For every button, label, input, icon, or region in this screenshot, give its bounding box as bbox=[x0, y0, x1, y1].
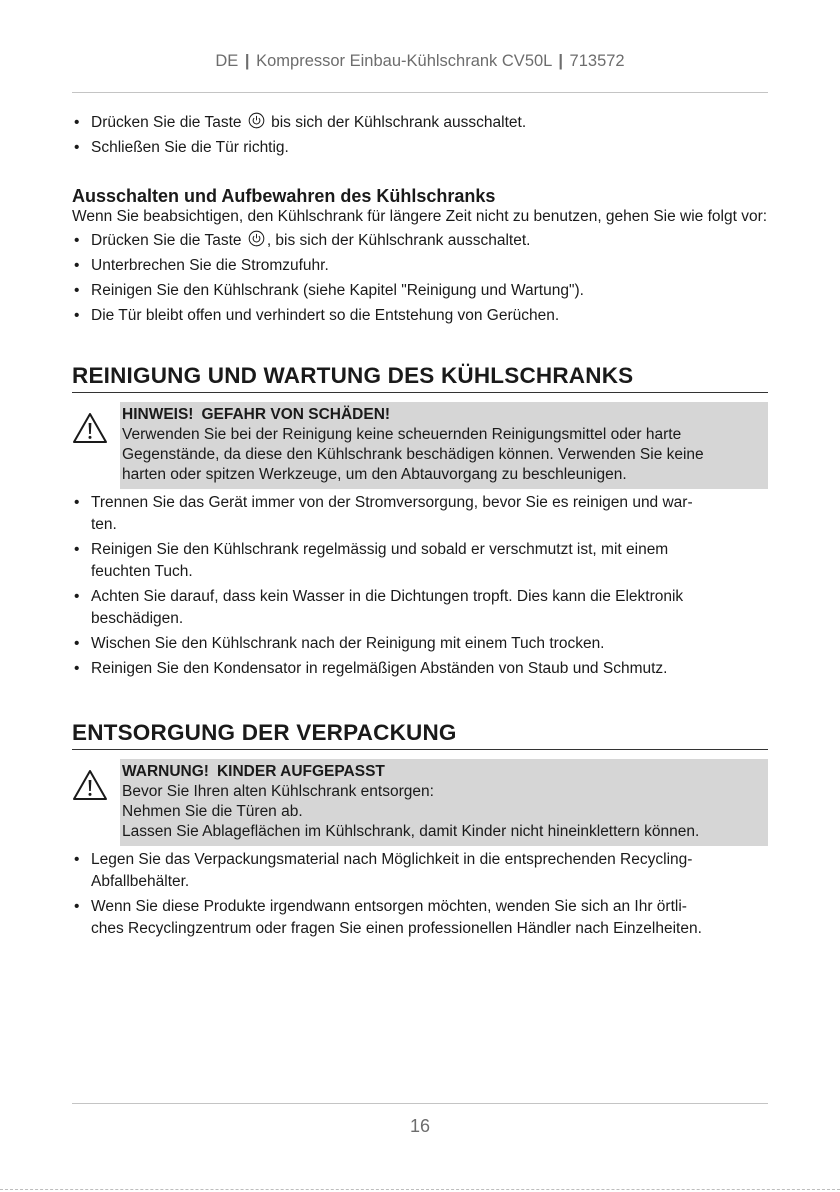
cleaning-bullet-list bbox=[72, 492, 768, 680]
children-warning bbox=[72, 759, 768, 847]
notice-title bbox=[122, 405, 766, 425]
list-item bbox=[72, 849, 768, 893]
list-item bbox=[72, 896, 768, 940]
notice-label: HINWEIS! bbox=[122, 406, 194, 423]
disposal-section-title: ENTSORGUNG DER VERPACKUNG bbox=[72, 719, 768, 750]
power-icon bbox=[248, 230, 265, 247]
storage-bullet-list bbox=[72, 230, 768, 327]
notice-subtitle: GEFAHR VON SCHÄDEN! bbox=[201, 406, 391, 423]
bullet-line: • Wischen Sie den Kühlschrank nach der Reinigung mit einem Tuch trocken. bbox=[91, 635, 605, 652]
notice-line: Verwenden Sie bei der Reinigung keine scheuernden Reinigungsmittel oder harte bbox=[122, 426, 682, 443]
header-separator-2: | bbox=[558, 52, 563, 70]
damage-notice bbox=[72, 402, 768, 490]
list-item bbox=[72, 539, 768, 583]
bullet-line: feuchten Tuch. bbox=[91, 563, 193, 580]
notice-line: Lassen Sie Ablageflächen im Kühlschrank, damit Kinder nicht hineinklettern können. bbox=[122, 823, 700, 840]
page-edge-divider bbox=[0, 1189, 840, 1190]
list-item bbox=[72, 586, 768, 630]
warning-icon bbox=[72, 769, 108, 801]
storage-heading: Ausschalten und Aufbewahren des Kühlschranks bbox=[72, 186, 496, 206]
disposal-bullet-list bbox=[72, 849, 768, 940]
storage-intro: Wenn Sie beabsichtigen, den Kühlschrank für längere Zeit nicht zu benutzen, gehen Sie wie folgt vor: bbox=[72, 208, 768, 225]
list-item: • Die Tür bleibt offen und verhindert so die Entstehung von Gerüchen. bbox=[72, 305, 768, 327]
list-item bbox=[72, 633, 768, 655]
notice-subtitle: KINDER AUFGEPASST bbox=[216, 763, 385, 780]
bullet-line: • Achten Sie darauf, dass kein Wasser in die Dichtungen tropft. Dies kann die Elektronik bbox=[91, 588, 684, 605]
bullet-line: ches Recyclingzentrum oder fragen Sie einen professionellen Händler nach Einzelheiten. bbox=[91, 920, 702, 937]
header-title: Kompressor Einbau-Kühlschrank CV50L bbox=[256, 52, 552, 70]
notice-box bbox=[120, 402, 768, 489]
list-item: • Unterbrechen Sie die Stromzufuhr. bbox=[72, 255, 768, 277]
page-number: 16 bbox=[409, 1116, 431, 1136]
bullet-line: • Reinigen Sie den Kühlschrank regelmässig und sobald er verschmutzt ist, mit einem bbox=[91, 541, 669, 558]
header-separator: | bbox=[244, 52, 250, 70]
notice-line: harten oder spitzen Werkzeuge, um den Abtauvorgang zu beschleunigen. bbox=[122, 466, 627, 483]
warning-icon bbox=[72, 412, 108, 444]
bullet-line: • Wenn Sie diese Produkte irgendwann entsorgen möchten, wenden Sie sich an Ihr örtli- bbox=[91, 898, 687, 915]
notice-line: Gegenstände, da diese den Kühlschrank beschädigen können. Verwenden Sie keine bbox=[122, 446, 704, 463]
cleaning-section-title: REINIGUNG UND WARTUNG DES KÜHLSCHRANKS bbox=[72, 362, 768, 393]
bullet-text: , bis sich der Kühlschrank ausschaltet. bbox=[266, 232, 531, 249]
list-item bbox=[72, 112, 768, 134]
power-icon bbox=[248, 112, 265, 129]
notice-box bbox=[120, 759, 768, 846]
bullet-line: • Legen Sie das Verpackungsmaterial nach Möglichkeit in die entsprechenden Recycling- bbox=[91, 851, 693, 868]
bullet-text: Drücken Sie die Taste bbox=[91, 232, 242, 249]
bullet-text: Drücken Sie die Taste bbox=[91, 114, 242, 131]
page-footer bbox=[72, 1103, 768, 1137]
notice-line: Bevor Sie Ihren alten Kühlschrank entsorgen: bbox=[122, 783, 434, 800]
bullet-line: Abfallbehälter. bbox=[91, 873, 190, 890]
notice-title bbox=[122, 762, 766, 782]
page-content bbox=[72, 112, 768, 943]
notice-label: WARNUNG! bbox=[122, 763, 209, 780]
bullet-line: ten. bbox=[91, 516, 117, 533]
list-item: • Reinigen Sie den Kühlschrank (siehe Kapitel "Reinigung und Wartung"). bbox=[72, 280, 768, 302]
bullet-line: • Reinigen Sie den Kondensator in regelmäßigen Abständen von Staub und Schmutz. bbox=[91, 660, 668, 677]
notice-line: Nehmen Sie die Türen ab. bbox=[122, 803, 303, 820]
bullet-line: • Trennen Sie das Gerät immer von der Stromversorgung, bevor Sie es reinigen und war- bbox=[91, 494, 693, 511]
list-item bbox=[72, 230, 768, 252]
header-code: 713572 bbox=[569, 52, 625, 70]
page-header bbox=[72, 52, 768, 93]
header-lang: DE bbox=[215, 52, 239, 70]
list-item: • Schließen Sie die Tür richtig. bbox=[72, 137, 768, 159]
intro-bullet-list bbox=[72, 112, 768, 159]
list-item bbox=[72, 658, 768, 680]
list-item bbox=[72, 492, 768, 536]
bullet-text: bis sich der Kühlschrank ausschaltet. bbox=[266, 114, 527, 131]
bullet-line: beschädigen. bbox=[91, 610, 184, 627]
